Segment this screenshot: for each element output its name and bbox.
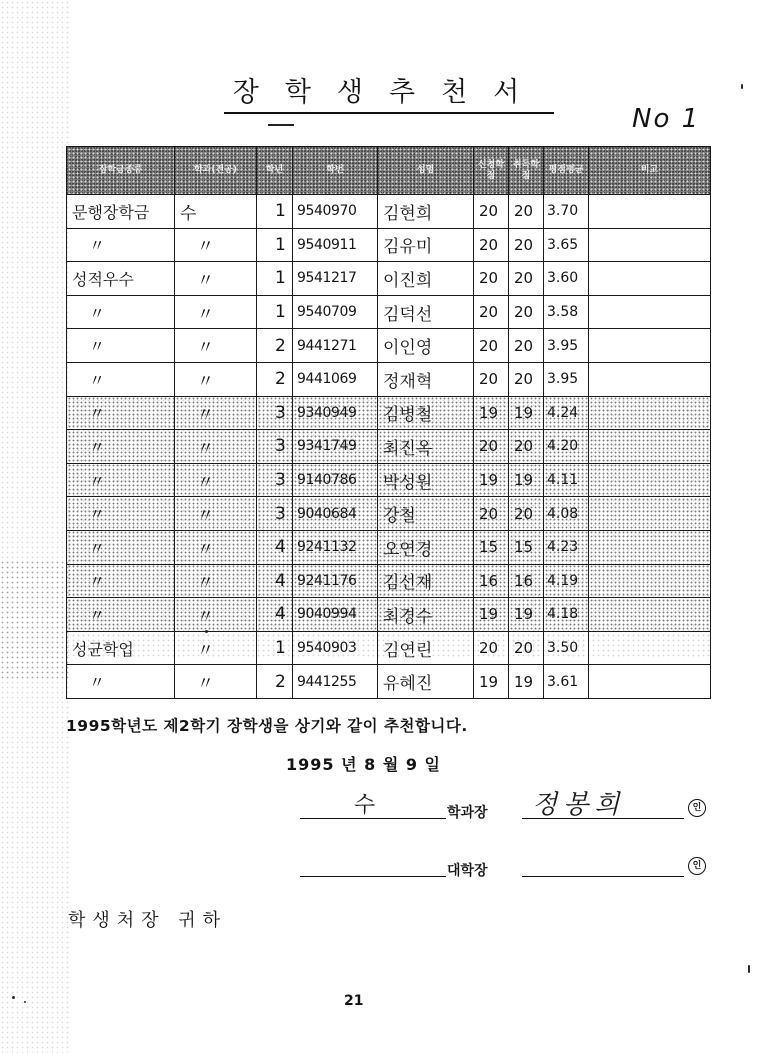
table-row: [67, 530, 711, 564]
cell-student-id: 9241132: [293, 530, 378, 564]
cell-applied-credits: 20: [474, 430, 509, 464]
table-header-row: [67, 147, 711, 195]
cell-applied-credits: 15: [474, 530, 509, 564]
cell-gpa: 4.19: [544, 564, 589, 598]
cell-note: [589, 497, 711, 531]
cell-name: 김병철: [378, 396, 474, 430]
cell-department: 〃: [175, 665, 257, 699]
dean-label: 대학장: [447, 863, 488, 879]
cell-earned-credits: 20: [509, 262, 544, 296]
cell-department: 〃: [175, 564, 257, 598]
column-header: 비고: [589, 147, 711, 195]
cell-name: 김현희: [378, 195, 474, 229]
cell-earned-credits: 19: [509, 463, 544, 497]
cell-year: 4: [257, 598, 293, 632]
cell-earned-credits: 19: [509, 598, 544, 632]
cell-note: [589, 463, 711, 497]
cell-gpa: 3.70: [544, 195, 589, 229]
table-row: [67, 564, 711, 598]
column-header: 취득학점: [509, 147, 544, 195]
dept-head-signature: 정봉희: [532, 790, 626, 820]
cell-note: [589, 631, 711, 665]
cell-category: 〃: [67, 228, 175, 262]
cell-department: 〃: [175, 262, 257, 296]
cell-applied-credits: 20: [474, 329, 509, 363]
cell-applied-credits: 20: [474, 631, 509, 665]
cell-gpa: 4.11: [544, 463, 589, 497]
cell-gpa: 3.95: [544, 362, 589, 396]
cell-applied-credits: 20: [474, 295, 509, 329]
cell-department: 〃: [175, 463, 257, 497]
cell-note: [589, 665, 711, 699]
cell-category: 문행장학금: [67, 195, 175, 229]
table-row: [67, 329, 711, 363]
cell-note: [589, 430, 711, 464]
cell-category: 〃: [67, 362, 175, 396]
cell-name: 유혜진: [378, 665, 474, 699]
cell-student-id: 9340949: [293, 396, 378, 430]
cell-category: 〃: [67, 598, 175, 632]
cell-category: 〃: [67, 430, 175, 464]
cell-name: 이진희: [378, 262, 474, 296]
dean-seal: 인: [688, 857, 706, 875]
cell-year: 3: [257, 463, 293, 497]
cell-student-id: 9241176: [293, 564, 378, 598]
cell-year: 1: [257, 631, 293, 665]
table-row: [67, 497, 711, 531]
cell-earned-credits: 19: [509, 396, 544, 430]
cell-year: 3: [257, 497, 293, 531]
cell-note: [589, 564, 711, 598]
cell-applied-credits: 20: [474, 228, 509, 262]
cell-department: 〃: [175, 631, 257, 665]
cell-earned-credits: 20: [509, 631, 544, 665]
document-date: 1995 년 8 월 9 일: [286, 755, 442, 774]
cell-note: [589, 396, 711, 430]
column-header: 장학금종류: [67, 147, 175, 195]
recommendation-statement: 1995학년도 제2학기 장학생을 상기와 같이 추천합니다.: [66, 717, 468, 735]
cell-department: 〃: [175, 228, 257, 262]
table-row: [67, 463, 711, 497]
cell-category: 〃: [67, 295, 175, 329]
addressee: 학생처장 귀하: [68, 910, 228, 931]
table-row: [67, 295, 711, 329]
title-underline-dash: [268, 124, 294, 126]
column-header: 학년: [257, 147, 293, 195]
cell-department: 수: [175, 195, 257, 229]
cell-gpa: 3.61: [544, 665, 589, 699]
table-row: [67, 430, 711, 464]
cell-earned-credits: 16: [509, 564, 544, 598]
table-row: [67, 598, 711, 632]
cell-student-id: 9540903: [293, 631, 378, 665]
cell-year: 1: [257, 228, 293, 262]
cell-name: 박성원: [378, 463, 474, 497]
cell-year: 1: [257, 262, 293, 296]
document-title: 장학생추천서: [224, 76, 554, 114]
cell-department: 〃: [175, 329, 257, 363]
cell-earned-credits: 20: [509, 329, 544, 363]
cell-department: 〃: [175, 497, 257, 531]
table-row: [67, 665, 711, 699]
recommendation-table: [66, 146, 711, 699]
column-header: 학번: [293, 147, 378, 195]
cell-gpa: 3.95: [544, 329, 589, 363]
cell-student-id: 9441271: [293, 329, 378, 363]
cell-name: 최진옥: [378, 430, 474, 464]
cell-gpa: 4.20: [544, 430, 589, 464]
table-row: [67, 396, 711, 430]
cell-year: 2: [257, 329, 293, 363]
cell-year: 2: [257, 362, 293, 396]
cell-applied-credits: 19: [474, 463, 509, 497]
dept-name-handwritten: 수: [354, 793, 376, 818]
cell-year: 2: [257, 665, 293, 699]
cell-student-id: 9040994: [293, 598, 378, 632]
cell-student-id: 9140786: [293, 463, 378, 497]
cell-note: [589, 530, 711, 564]
document-number: No 1: [632, 104, 701, 134]
cell-student-id: 9441069: [293, 362, 378, 396]
cell-earned-credits: 19: [509, 665, 544, 699]
cell-student-id: 9540970: [293, 195, 378, 229]
cell-gpa: 3.60: [544, 262, 589, 296]
cell-year: 4: [257, 530, 293, 564]
cell-category: 〃: [67, 665, 175, 699]
dept-head-seal: 인: [688, 799, 706, 817]
cell-year: 4: [257, 564, 293, 598]
cell-category: 〃: [67, 497, 175, 531]
cell-applied-credits: 19: [474, 598, 509, 632]
cell-applied-credits: 20: [474, 195, 509, 229]
cell-gpa: 4.08: [544, 497, 589, 531]
cell-applied-credits: 19: [474, 665, 509, 699]
page-mark: 21: [344, 993, 364, 1009]
cell-student-id: 9541217: [293, 262, 378, 296]
cell-gpa: 3.58: [544, 295, 589, 329]
cell-year: 3: [257, 396, 293, 430]
cell-applied-credits: 20: [474, 497, 509, 531]
cell-earned-credits: 20: [509, 228, 544, 262]
table-row: [67, 362, 711, 396]
cell-note: [589, 228, 711, 262]
cell-note: [589, 598, 711, 632]
table-row: [67, 262, 711, 296]
cell-department: 〃: [175, 362, 257, 396]
column-header: 학과(전공): [175, 147, 257, 195]
cell-category: 〃: [67, 463, 175, 497]
cell-earned-credits: 20: [509, 195, 544, 229]
cell-note: [589, 362, 711, 396]
table-row: [67, 195, 711, 229]
cell-name: 김선재: [378, 564, 474, 598]
cell-name: 정재혁: [378, 362, 474, 396]
cell-student-id: 9540911: [293, 228, 378, 262]
cell-name: 김유미: [378, 228, 474, 262]
cell-department: 〃: [175, 430, 257, 464]
cell-earned-credits: 20: [509, 430, 544, 464]
cell-applied-credits: 16: [474, 564, 509, 598]
cell-category: 〃: [67, 329, 175, 363]
cell-department: 〃: [175, 295, 257, 329]
cell-category: 성적우수: [67, 262, 175, 296]
column-header: 신청학점: [474, 147, 509, 195]
cell-year: 1: [257, 295, 293, 329]
cell-name: 오연경: [378, 530, 474, 564]
cell-earned-credits: 15: [509, 530, 544, 564]
cell-name: 강철: [378, 497, 474, 531]
cell-applied-credits: 20: [474, 262, 509, 296]
cell-note: [589, 195, 711, 229]
cell-department: 〃: [175, 530, 257, 564]
cell-year: 3: [257, 430, 293, 464]
cell-student-id: 9540709: [293, 295, 378, 329]
cell-note: [589, 329, 711, 363]
cell-department: 〃: [175, 598, 257, 632]
cell-name: 최경수: [378, 598, 474, 632]
cell-applied-credits: 19: [474, 396, 509, 430]
table-row: [67, 631, 711, 665]
column-header: 평점평균: [544, 147, 589, 195]
cell-category: 〃: [67, 564, 175, 598]
cell-gpa: 4.23: [544, 530, 589, 564]
cell-gpa: 4.24: [544, 396, 589, 430]
cell-department: 〃: [175, 396, 257, 430]
cell-name: 이인영: [378, 329, 474, 363]
cell-note: [589, 295, 711, 329]
cell-category: 〃: [67, 530, 175, 564]
dean-college-line: [300, 876, 446, 877]
cell-student-id: 9040684: [293, 497, 378, 531]
cell-year: 1: [257, 195, 293, 229]
cell-gpa: 3.50: [544, 631, 589, 665]
dean-sign-line: [522, 876, 684, 877]
cell-category: 〃: [67, 396, 175, 430]
cell-name: 김덕선: [378, 295, 474, 329]
cell-note: [589, 262, 711, 296]
dept-head-label: 학과장: [447, 805, 488, 821]
cell-earned-credits: 20: [509, 497, 544, 531]
cell-name: 김연린: [378, 631, 474, 665]
cell-gpa: 4.18: [544, 598, 589, 632]
cell-student-id: 9341749: [293, 430, 378, 464]
cell-gpa: 3.65: [544, 228, 589, 262]
cell-earned-credits: 20: [509, 362, 544, 396]
cell-applied-credits: 20: [474, 362, 509, 396]
cell-category: 성균학업: [67, 631, 175, 665]
cell-student-id: 9441255: [293, 665, 378, 699]
column-header: 성명: [378, 147, 474, 195]
table-row: [67, 228, 711, 262]
cell-earned-credits: 20: [509, 295, 544, 329]
